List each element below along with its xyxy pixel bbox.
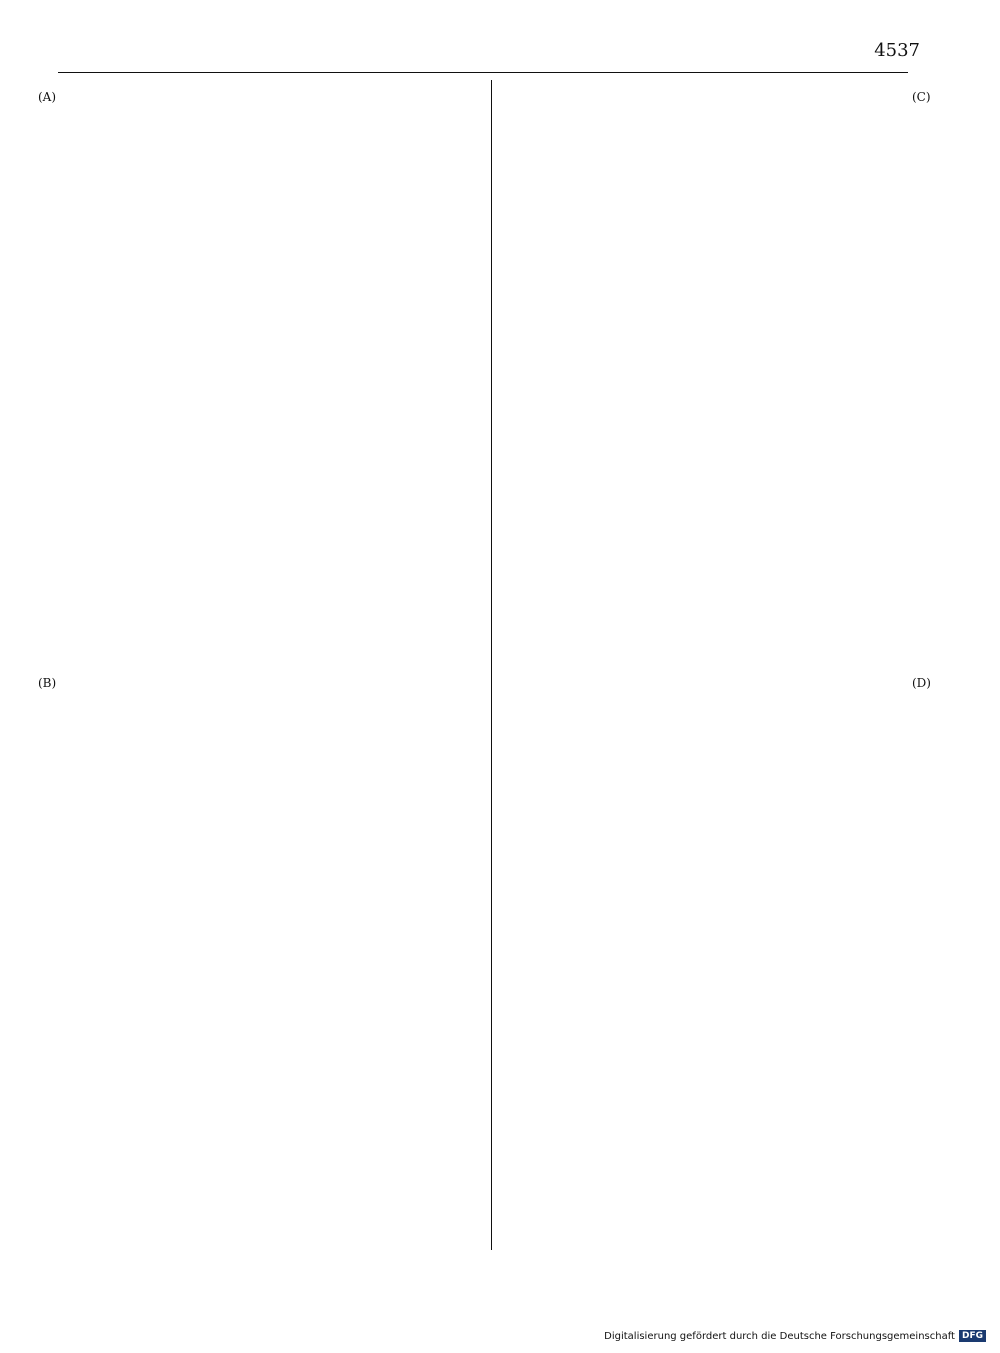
column-divider <box>491 80 492 1250</box>
margin-letter-a: (A) <box>38 90 57 104</box>
footer-text: Digitalisierung gefördert durch die Deutsche Forschungsgemeinschaft <box>604 1330 955 1342</box>
margin-letter-d: (D) <box>912 676 931 690</box>
page-header <box>40 38 920 66</box>
page-number: 4537 <box>874 40 920 61</box>
dfg-logo: DFG <box>959 1330 986 1342</box>
right-column-text <box>504 86 922 1236</box>
margin-letter-b: (B) <box>38 676 57 690</box>
margin-letter-c: (C) <box>912 90 931 104</box>
left-column-text <box>60 86 478 1236</box>
footer <box>604 1330 986 1342</box>
header-rule <box>58 72 908 73</box>
